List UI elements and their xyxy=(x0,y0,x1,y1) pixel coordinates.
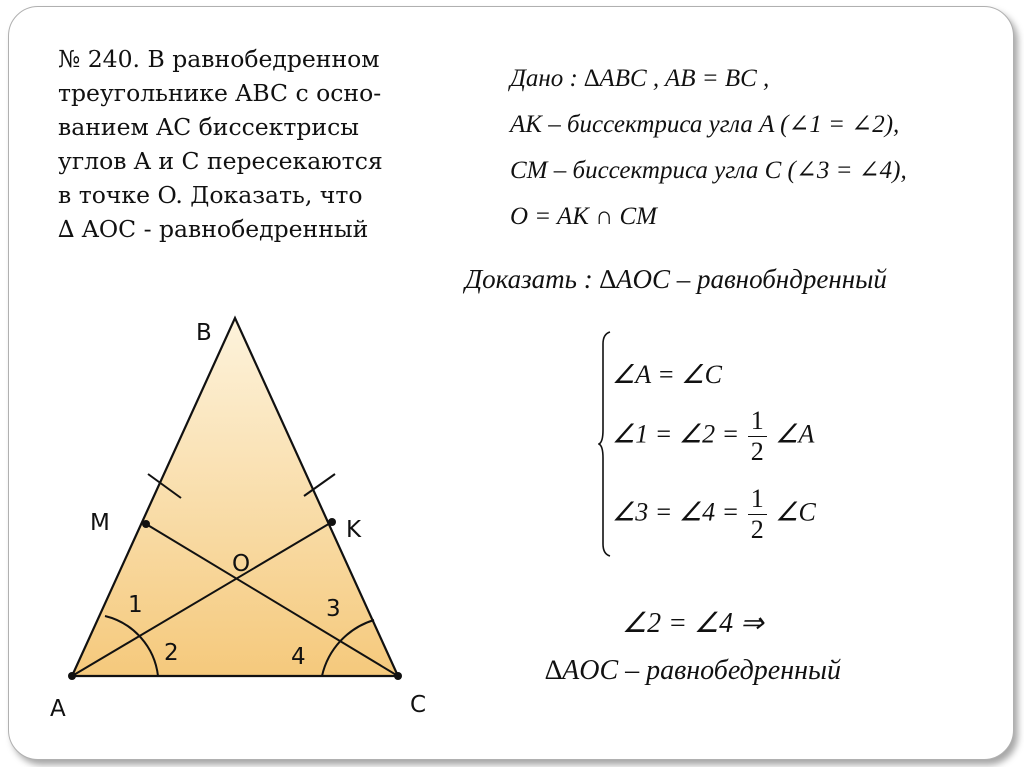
system-row-1: ∠A = ∠C xyxy=(612,360,722,389)
conclusion-angles: ∠2 = ∠4 ⇒ xyxy=(622,608,764,639)
row3-suffix: ∠C xyxy=(775,497,816,527)
given-line: Дано : ∆ABC , AB = BC , xyxy=(510,65,770,92)
label-o: O xyxy=(232,551,251,577)
row2-prefix: ∠1 = ∠2 = xyxy=(612,419,740,449)
point-a xyxy=(68,672,76,680)
given-line: AK – биссектриса угла A (∠1 = ∠2), xyxy=(510,111,900,138)
given-line: O = AK ∩ CM xyxy=(510,203,657,230)
prove-statement: Доказать : ∆AOC – равнобндренный xyxy=(465,264,887,294)
label-k: K xyxy=(346,517,362,543)
fraction-numerator: 1 xyxy=(748,484,767,515)
problem-line: в точке O. Доказать, что xyxy=(58,181,363,209)
label-m: M xyxy=(90,510,110,536)
label-a: A xyxy=(50,696,66,722)
conclusion-result: ∆AOC – равнобедренный xyxy=(545,655,841,686)
fraction-denominator: 2 xyxy=(750,437,764,466)
angle-label-4: 4 xyxy=(291,644,306,670)
problem-line: ∆ AOC - равнобедренный xyxy=(58,215,369,243)
label-c: C xyxy=(410,692,427,718)
problem-line: № 240. В равнобедренном xyxy=(58,45,380,73)
angle-label-2: 2 xyxy=(164,640,179,666)
angle-label-1: 1 xyxy=(128,592,143,618)
fraction-numerator: 1 xyxy=(748,406,767,437)
point-k xyxy=(328,518,336,526)
row2-suffix: ∠A xyxy=(775,419,815,449)
problem-line: ванием AC биссектрисы xyxy=(58,113,359,141)
point-m xyxy=(142,520,150,528)
fraction-denominator: 2 xyxy=(750,515,764,544)
point-c xyxy=(394,672,402,680)
label-b: B xyxy=(196,320,212,346)
given-line: CM – биссектриса угла C (∠3 = ∠4), xyxy=(510,157,907,184)
angle-label-3: 3 xyxy=(326,596,341,622)
row3-prefix: ∠3 = ∠4 = xyxy=(612,497,740,527)
problem-line: углов A и C пересекаются xyxy=(58,147,383,175)
problem-line: треугольнике ABC с осно- xyxy=(58,79,382,107)
